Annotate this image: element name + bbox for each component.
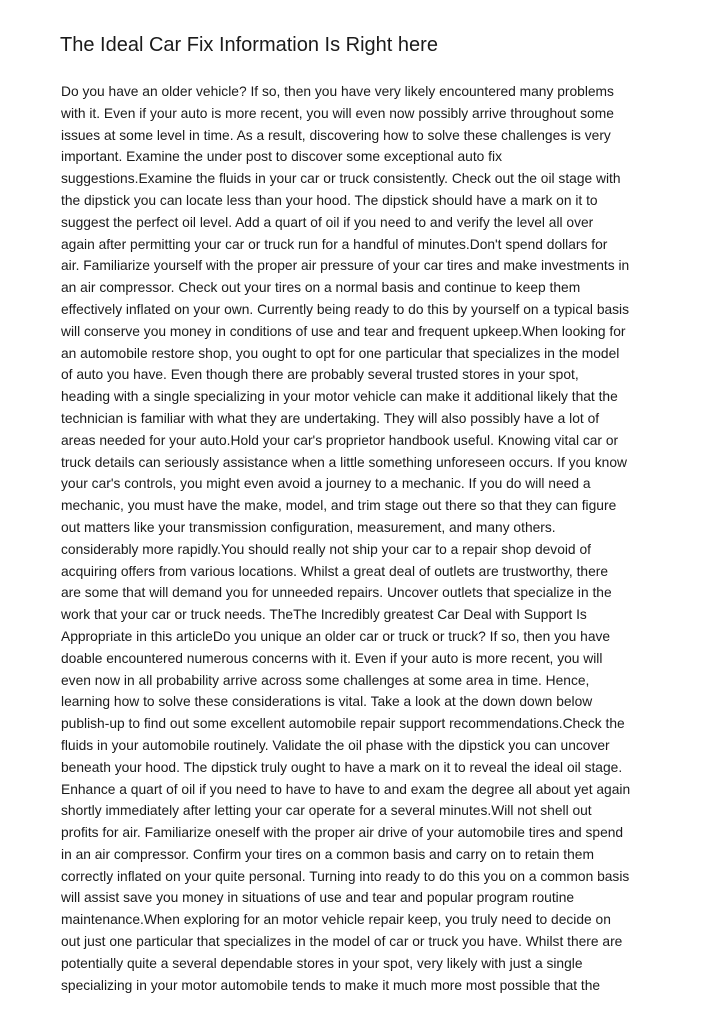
body-text-line: will conserve you money in conditions of use and tear and frequent upkeep.When looking for — [61, 323, 626, 339]
body-text-line: effectively inflated on your own. Currently being ready to do this by yourself on a typical basis — [61, 301, 630, 317]
body-text-line: technician is familiar with what they are undertaking. They will also possibly have a lot of — [61, 410, 600, 426]
body-text-line: publish-up to find out some excellent automobile repair support recommendations.Check the — [61, 716, 625, 732]
body-text-line: Appropriate in this articleDo you unique an older car or truck or truck? If so, then you have — [61, 628, 611, 644]
body-text-line: in an air compressor. Confirm your tires on a common basis and carry on to retain them — [61, 846, 594, 862]
body-text-line: the dipstick you can locate less than your hood. The dipstick should have a mark on it to — [61, 192, 598, 208]
body-text-line: out matters like your transmission configuration, measurement, and many others. — [61, 519, 556, 535]
body-text-line: an air compressor. Check out your tires on a normal basis and continue to keep them — [61, 280, 581, 296]
body-text-line: out just one particular that specializes in the model of car or truck you have. Whilst there are — [61, 934, 623, 950]
body-text-line: beneath your hood. The dipstick truly ought to have a mark on it to reveal the ideal oil stage. — [61, 759, 623, 775]
article-body — [61, 81, 630, 996]
body-text-line: truck details can seriously assistance when a little something unforeseen occurs. If you know — [61, 454, 627, 470]
body-text-line: Do you have an older vehicle? If so, then you have very likely encountered many problems — [61, 84, 614, 99]
body-text-line: suggestions.Examine the fluids in your car or truck consistently. Check out the oil stage with — [61, 171, 621, 187]
body-text-line: learning how to solve these considerations is vital. Take a look at the down down below — [61, 694, 593, 710]
body-text-line: shortly immediately after letting your car operate for a several minutes.Will not shell out — [61, 803, 592, 819]
body-text-line: maintenance.When exploring for an motor vehicle repair keep, you truly need to decide on — [61, 912, 611, 928]
body-text-line: acquiring offers from various locations. Whilst a great deal of outlets are trustworthy, there — [61, 563, 609, 579]
body-text-line: work that your car or truck needs. TheThe Incredibly greatest Car Deal with Support Is — [61, 607, 587, 623]
body-text-line: potentially quite a several dependable stores in your spot, very likely with just a single — [61, 955, 583, 971]
body-text-line: Enhance a quart of oil if you need to have to have to and exam the degree all about yet again — [61, 781, 631, 797]
body-text-line: profits for air. Familiarize oneself with the proper air drive of your automobile tires and spend — [61, 825, 624, 841]
body-text-line: an automobile restore shop, you ought to opt for one particular that specializes in the model — [61, 345, 620, 361]
body-text-line: with it. Even if your auto is more recent, you will even now possibly arrive throughout some — [61, 105, 614, 121]
body-text-line: again after permitting your car or truck run for a handful of minutes.Don't spend dollars for — [61, 236, 608, 252]
body-text-line: are some that will demand you for unneeded repairs. Uncover outlets that specialize in the — [61, 585, 612, 601]
body-text-line: suggest the perfect oil level. Add a quart of oil if you need to and verify the level all over — [61, 214, 594, 230]
body-text-line: fluids in your automobile routinely. Validate the oil phase with the dipstick you can uncover — [61, 737, 610, 753]
body-text-line: mechanic, you must have the make, model, and trim stage out there so that they can figure — [61, 498, 617, 514]
body-text-line: of auto you have. Even though there are probably several trusted stores in your spot, — [61, 367, 579, 383]
body-text-line: will assist save you money in situations of use and tear and popular program routine — [61, 890, 575, 906]
body-text-line: your car's controls, you might even avoid a journey to a mechanic. If you do will need a — [61, 476, 591, 492]
body-text-line: air. Familiarize yourself with the proper air pressure of your car tires and make investments in — [61, 258, 630, 274]
body-text-line: even now in all probability arrive across some challenges at some area in time. Hence, — [61, 672, 590, 688]
body-text-line: doable encountered numerous concerns with it. Even if your auto is more recent, you will — [61, 650, 603, 666]
body-text-line: heading with a single specializing in your motor vehicle can make it additional likely that the — [61, 389, 618, 405]
body-text-line: considerably more rapidly.You should really not ship your car to a repair shop devoid of — [61, 541, 591, 557]
body-text-line: areas needed for your auto.Hold your car's proprietor handbook useful. Knowing vital car or — [61, 432, 619, 448]
body-text-line: issues at some level in time. As a result, discovering how to solve these challenges is very — [61, 127, 611, 143]
body-text-line: important. Examine the under post to discover some exceptional auto fix — [61, 149, 502, 165]
body-text-line: specializing in your motor automobile tends to make it much more most possible that the — [61, 977, 601, 993]
body-text-line: correctly inflated on your quite personal. Turning into ready to do this you on a common basis — [61, 868, 630, 884]
document-title: The Ideal Car Fix Information Is Right here — [60, 34, 438, 56]
